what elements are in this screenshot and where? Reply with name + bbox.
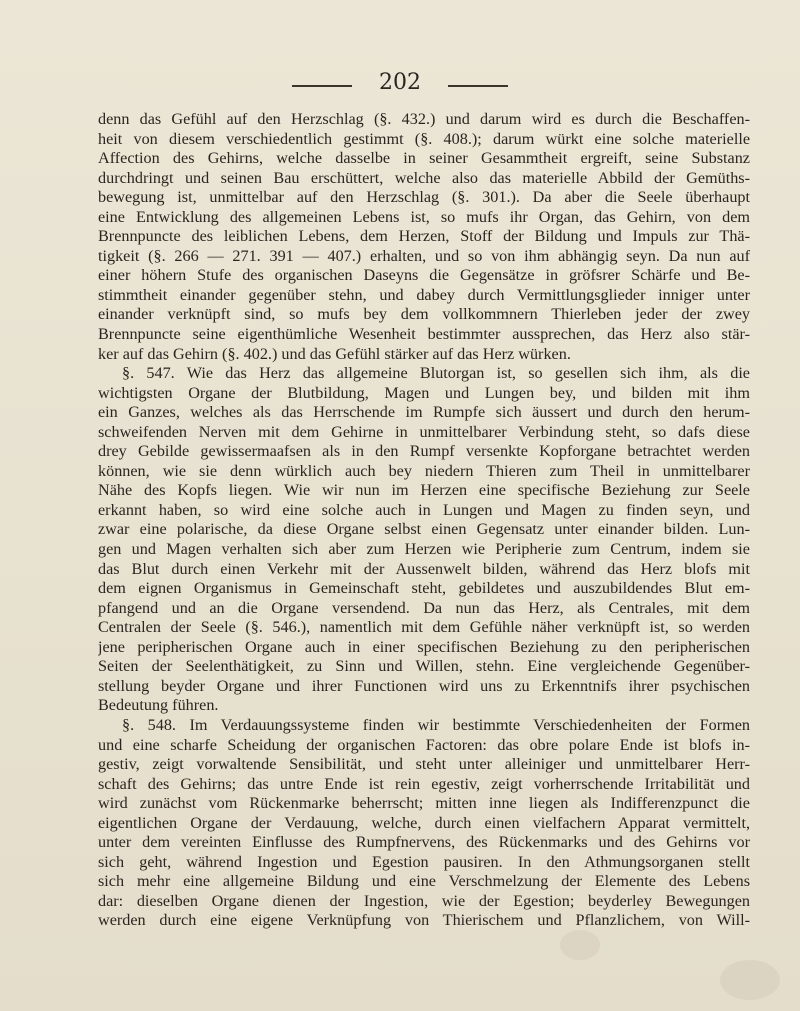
paper-stain (560, 930, 600, 960)
text-line: schweifenden Nerven mit dem Gehirne in unmittelbarer Verbindung steht, so dafs diese (98, 422, 750, 441)
text-line: schaft des Gehirns; das untre Ende ist rein egestiv, zeigt vorherrschende Irritabilität und (98, 774, 750, 793)
text-line: Nähe des Kopfs liegen. Wie wir nun im Herzen eine specifische Beziehung zur Seele (98, 481, 750, 500)
text-line: ein Ganzes, welches als das Herrschende im Rumpfe sich äussert und durch den herum- (98, 403, 750, 422)
text-line: durchdringt und seinen Bau erschüttert, welche also das materielle Abbild der Gemüths- (98, 168, 750, 187)
page-header (0, 68, 800, 98)
text-line: §. 548. Im Verdauungssysteme finden wir bestimmte Verschiedenheiten der Formen (122, 715, 750, 734)
text-line: pfangend und an die Organe versendend. Da nun das Herz, als Centrales, mit dem (98, 598, 750, 617)
text-line: ker auf das Gehirn (§. 402.) und das Gefühl stärker auf das Herz würken. (98, 344, 571, 363)
text-line: eine Entwicklung des allgemeinen Lebens ist, so mufs ihr Organ, das Gehirn, von dem (98, 207, 750, 226)
text-line: dar: dieselben Organe dienen der Ingestion, wie der Egestion; beyderley Bewegungen (98, 891, 750, 910)
text-line: stimmtheit einander gegenüber stehn, und dabey durch Vermittlungsglieder inniger unter (98, 285, 750, 304)
page-number: 202 (379, 70, 421, 95)
header-rule-left (292, 85, 352, 87)
text-line: Brennpuncte des leiblichen Lebens, dem Herzen, Stoff der Bildung und Impuls zur Thä- (98, 227, 750, 246)
text-line: jene peripherischen Organe auch in einer specifischen Beziehung zu den peripherischen (98, 637, 750, 656)
text-line: das Blut durch einen Verkehr mit der Aussenwelt bilden, während das Herz blofs mit (98, 559, 750, 578)
body-text (98, 110, 750, 931)
text-line: Brennpuncte seine eigenthümliche Wesenheit bestimmter aussprechen, das Herz also stär- (98, 325, 750, 344)
text-line: Affection des Gehirns, welche dasselbe in seiner Gesammtheit ergreift, seine Substanz (98, 149, 750, 168)
text-line: sich mehr eine allgemeine Bildung und eine Verschmelzung der Elemente des Lebens (98, 872, 750, 891)
text-line: wichtigsten Organe der Blutbildung, Magen und Lungen bey, und bilden mit ihm (98, 383, 750, 402)
text-line: wird zunächst vom Rückenmarke beherrscht; mitten inne liegen als Indifferenzpunct die (98, 794, 750, 813)
text-line: unter dem vereinten Einflusse des Rumpfnervens, des Rückenmarks und des Gehirns vor (98, 833, 750, 852)
header-rule-right (448, 85, 508, 87)
text-line: gen und Magen verhalten sich aber zum Herzen wie Peripherie zum Centrum, indem sie (98, 540, 750, 559)
text-line: drey Gebilde gewissermaafsen als in den Rumpf versenkte Kopforgane betrachtet werden (98, 442, 750, 461)
text-line: einer höhern Stufe des organischen Daseyns die Gegensätze in gröfsrer Schärfe und Be- (98, 266, 750, 285)
text-line: stellung beyder Organe und ihrer Functionen wird uns zu Erkenntnifs ihrer psychischen (98, 676, 750, 695)
text-line: Centralen der Seele (§. 546.), namentlich mit dem Gefühle näher verknüpft ist, so werden (98, 618, 750, 637)
text-line: denn das Gefühl auf den Herzschlag (§. 432.) und darum wird es durch die Beschaffen- (98, 110, 750, 128)
text-line: dem eignen Organismus in Gemeinschaft steht, gebildetes und auszubildendes Blut em- (98, 579, 750, 598)
text-line: und eine scharfe Scheidung der organischen Factoren: das obre polare Ende ist blofs in- (98, 735, 750, 754)
text-line: sich geht, während Ingestion und Egestion pausiren. In den Athmungsorganen stellt (98, 852, 750, 871)
text-line: heit von diesem verschiedentlich gestimmt (§. 408.); darum würkt eine solche materielle (98, 129, 750, 148)
text-line: eigentlichen Organe der Verdauung, welche, durch einen vielfachern Apparat vermittelt, (98, 813, 750, 832)
paper-stain (720, 960, 780, 1000)
text-line: werden durch eine eigene Verknüpfung von Thierischem und Pflanzlichem, von Will- (98, 911, 750, 930)
text-line: tigkeit (§. 266 — 271. 391 — 407.) erhalten, und so von ihm abhängig seyn. Da nun auf (98, 246, 750, 265)
text-line: §. 547. Wie das Herz das allgemeine Blutorgan ist, so gesellen sich ihm, als die (122, 364, 750, 383)
text-line: zwar eine polarische, da diese Organe selbst einen Gegensatz unter einander bilden. Lun- (98, 520, 750, 539)
text-line: Bedeutung führen. (98, 696, 219, 715)
text-line: gestiv, zeigt vorwaltende Sensibilität, und steht unter alleiniger und unmittelbarer Herr- (98, 755, 750, 774)
text-line: einander verknüpft sind, so mufs bey dem vollkommnern Thierleben jeder der zwey (98, 305, 750, 324)
text-line: erkannt haben, so wird eine solche auch in Lungen und Magen zu finden seyn, und (98, 500, 750, 519)
text-line: Seiten der Seelenthätigkeit, zu Sinn und Willen, stehn. Eine vergleichende Gegenüber- (98, 657, 750, 676)
text-line: können, wie sie denn würklich auch bey niedern Thieren zum Theil in unmittelbarer (98, 461, 750, 480)
text-line: bewegung ist, unmittelbar auf den Herzschlag (§. 301.). Da aber die Seele überhaupt (98, 188, 750, 207)
